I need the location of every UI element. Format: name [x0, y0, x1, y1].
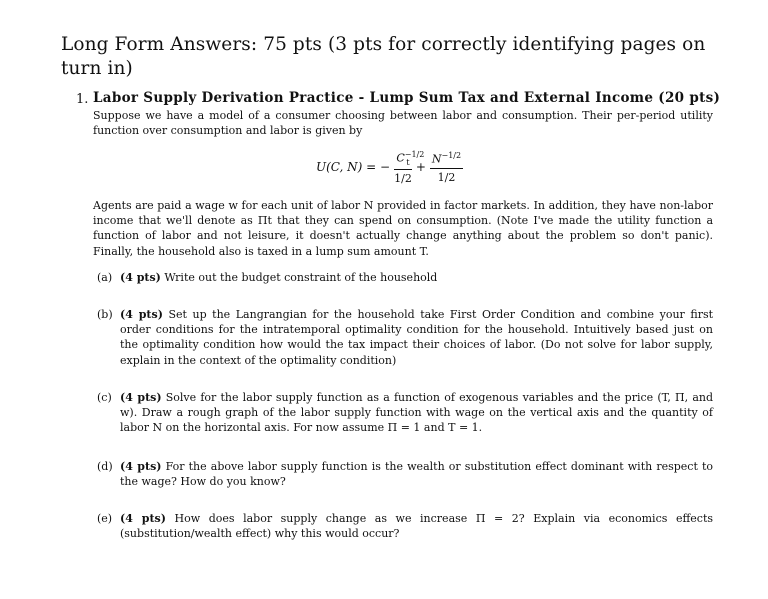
subquestion-b: [97, 307, 713, 368]
subquestion-points: (4 pts): [120, 512, 166, 525]
subquestion-text: Solve for the labor supply function as a function of exogenous variables and the price (T, Π, and w). Draw a rough graph of the labor supply function with wage on the vertical axis and the quantity of labor N on the horizontal axis. For now assume Π = 1 and T = 1.: [120, 391, 714, 435]
fraction-consumption: [394, 150, 425, 185]
question-heading: Labor Supply Derivation Practice - Lump Sum Tax and External Income (20 pts): [93, 90, 721, 106]
subquestion-points: (4 pts): [120, 391, 162, 404]
subquestion-d: [97, 459, 713, 489]
section-title: Long Form Answers: 75 pts (3 pts for correctly identifying pages on turn in): [61, 34, 706, 79]
subquestion-a: [97, 270, 713, 285]
subquestion-label: (e): [97, 512, 113, 525]
subquestion-c: [97, 390, 713, 436]
context-paragraph: Agents are paid a wage w for each unit of labor N provided in factor markets. In addition, they have non-labor income that we'll denote as Πt that they can spend on consumption. (Note I've made the utility function a function of labor and not leisure, it doesn't actually change anything about the problem so don't panic). Finally, the household also is taxed in a lump sum amount T.: [93, 199, 713, 258]
subquestion-text: Write out the budget constraint of the household: [164, 271, 438, 284]
frac1-subscript: t: [406, 157, 410, 167]
frac2-denominator: 1/2: [437, 170, 456, 184]
intro-paragraph: Suppose we have a model of a consumer choosing between labor and consumption. Their per-period utility function over consumption and labor is given by: [93, 109, 713, 138]
subquestion-text: Set up the Langrangian for the household take First Order Condition and combine your first order conditions for the intratemporal optimality condition for the household. Intuitively based just on the optimality condition how would the tax impact their choices of labor. (Do not solve for labor supply, explain in the context of the optimality condition): [120, 308, 714, 367]
subquestion-label: (c): [97, 391, 112, 404]
subquestion-points: (4 pts): [120, 308, 163, 321]
subquestion-points: (4 pts): [120, 271, 161, 284]
subquestion-text: For the above labor supply function is the wealth or substitution effect dominant with respect to the wage? How do you know?: [120, 460, 714, 489]
subquestion-label: (d): [97, 460, 113, 473]
utility-equation: [316, 150, 463, 185]
frac2-numerator: N: [431, 152, 442, 166]
frac1-exponent: −1/2: [404, 150, 425, 159]
frac2-exponent: −1/2: [441, 151, 462, 161]
fraction-labor: [430, 151, 463, 184]
frac1-denominator: 1/2: [394, 171, 412, 185]
subquestion-label: (a): [97, 271, 113, 284]
subquestion-label: (b): [97, 308, 113, 321]
question-number: 1.: [76, 92, 89, 107]
subquestion-e: [97, 511, 713, 541]
plus-sign: +: [415, 160, 426, 175]
subquestion-points: (4 pts): [120, 460, 162, 473]
subquestion-text: How does labor supply change as we increase Π = 2? Explain via economics effects (substitution/wealth effect) why this would occur?: [120, 512, 714, 541]
equation-lhs: U(C, N) = −: [316, 160, 391, 175]
frac1-numerator: C: [396, 151, 405, 165]
